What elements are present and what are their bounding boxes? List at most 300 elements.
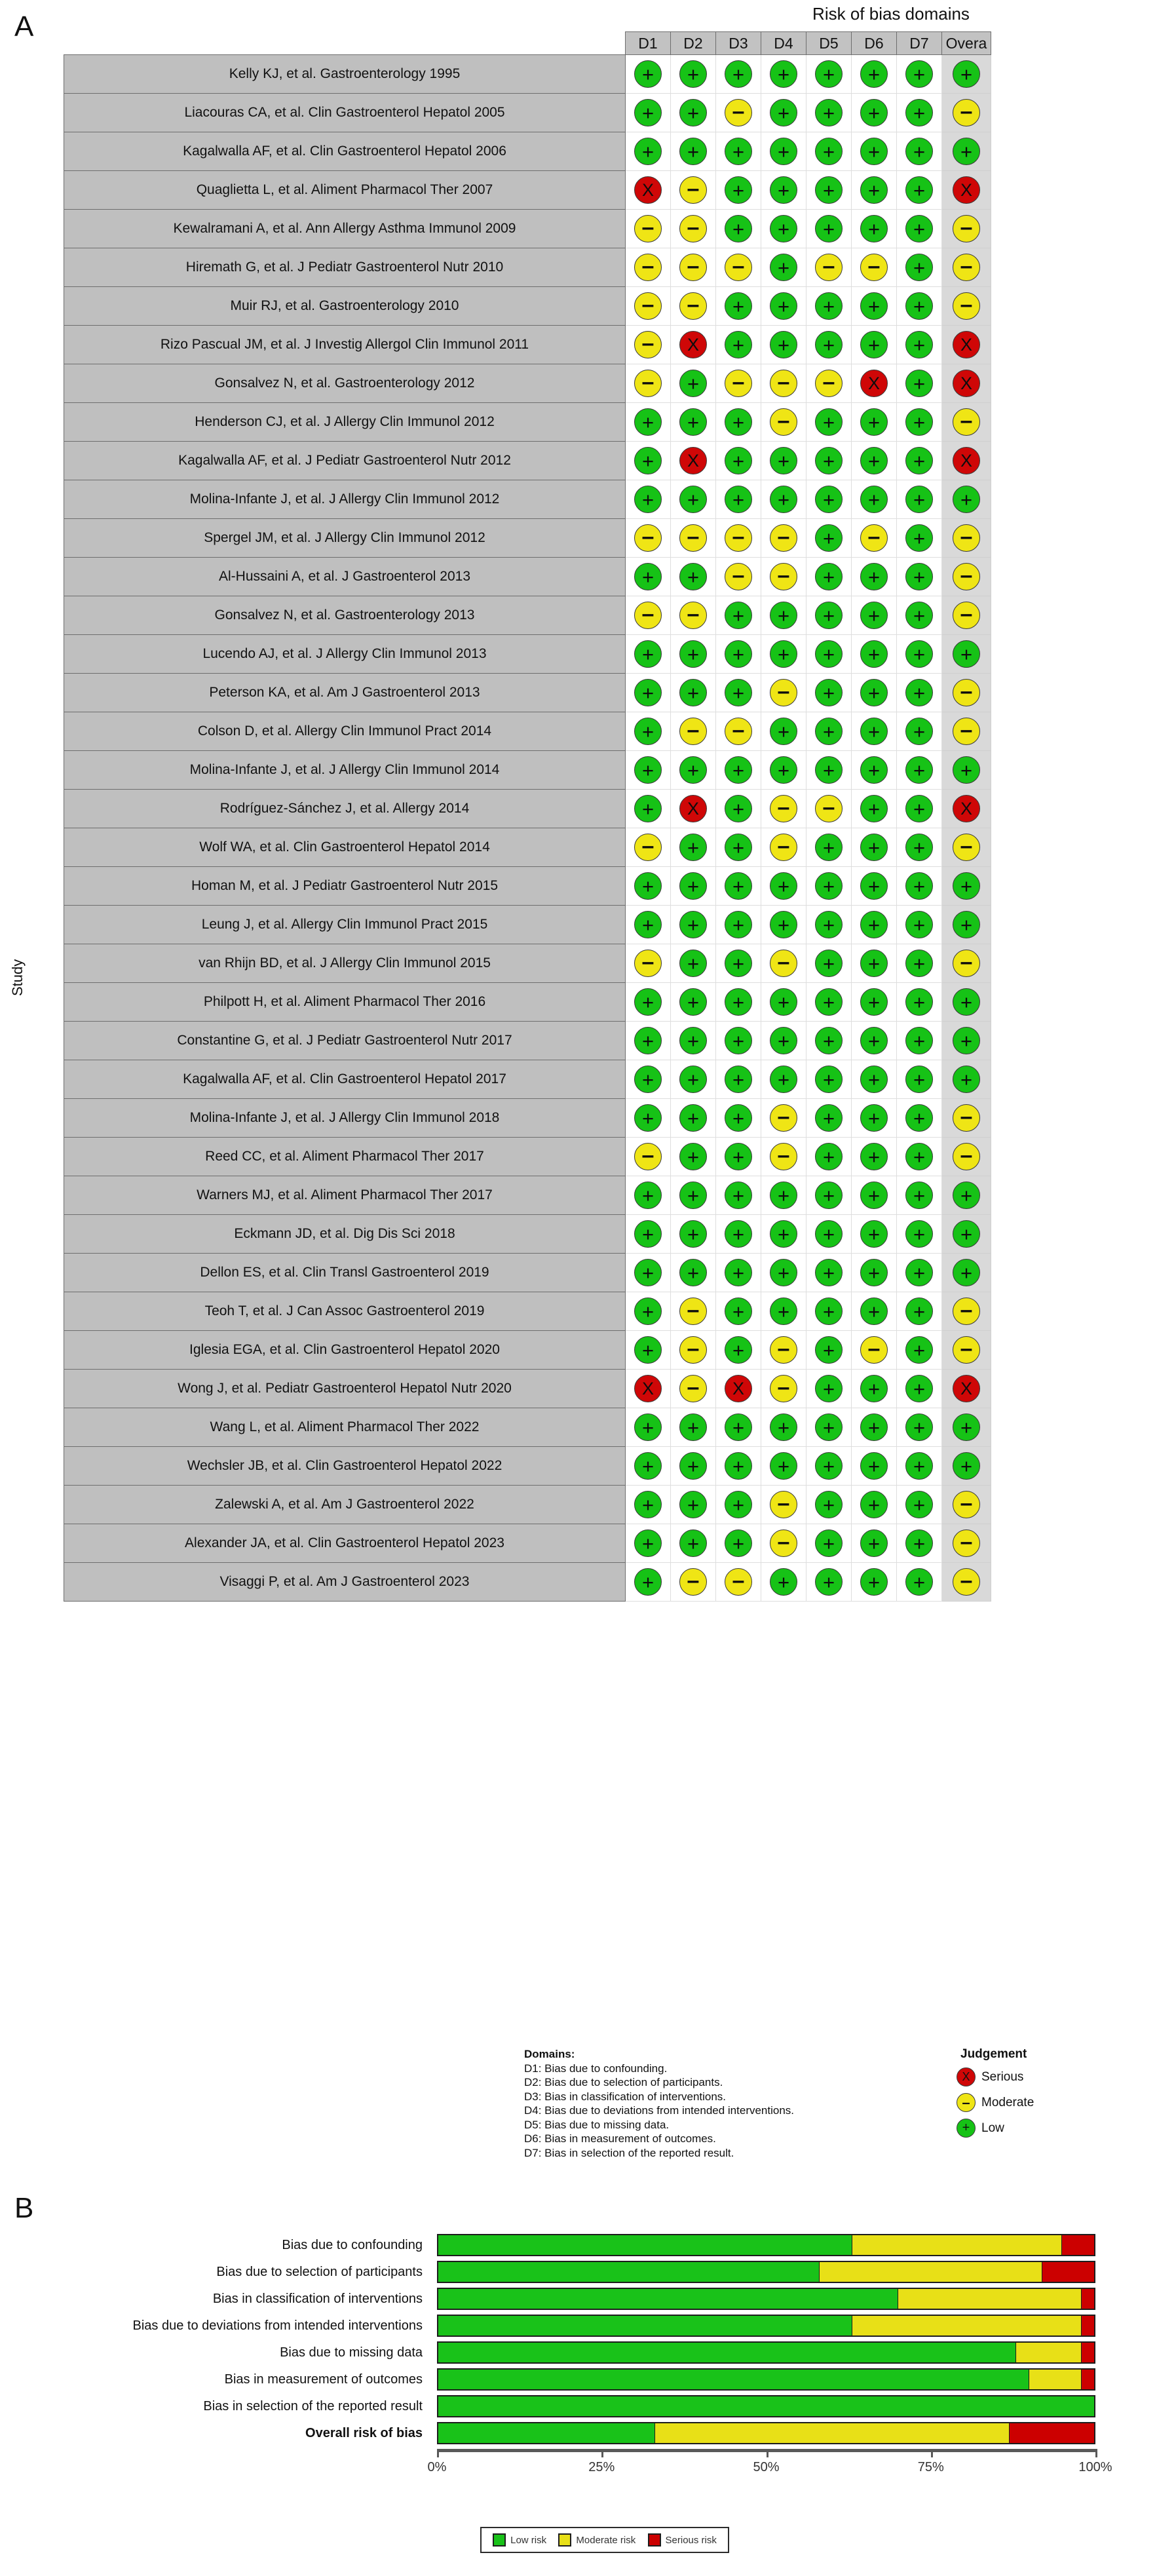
judgement-cell-d6[interactable] (852, 983, 897, 1022)
judgement-cell-overall[interactable] (942, 94, 991, 132)
judgement-cell-overall[interactable] (942, 1331, 991, 1370)
judgement-cell-d2[interactable] (671, 558, 716, 596)
judgement-cell-d3[interactable] (716, 364, 761, 403)
judgement-cell-d7[interactable] (897, 1138, 942, 1176)
judgement-cell-d2[interactable] (671, 248, 716, 287)
judgement-cell-overall[interactable] (942, 906, 991, 944)
judgement-cell-d1[interactable] (626, 364, 671, 403)
judgement-cell-d7[interactable] (897, 480, 942, 519)
judgement-cell-d6[interactable] (852, 1524, 897, 1563)
judgement-cell-d2[interactable] (671, 403, 716, 442)
judgement-cell-d6[interactable] (852, 944, 897, 983)
judgement-cell-d1[interactable] (626, 558, 671, 596)
judgement-cell-d6[interactable] (852, 1447, 897, 1486)
judgement-cell-d7[interactable] (897, 906, 942, 944)
judgement-cell-d6[interactable] (852, 867, 897, 906)
judgement-cell-d2[interactable] (671, 1099, 716, 1138)
judgement-cell-d2[interactable] (671, 1524, 716, 1563)
judgement-cell-d2[interactable] (671, 1292, 716, 1331)
judgement-cell-d1[interactable] (626, 1331, 671, 1370)
judgement-cell-d6[interactable] (852, 558, 897, 596)
judgement-cell-d2[interactable] (671, 519, 716, 558)
judgement-cell-overall[interactable] (942, 596, 991, 635)
judgement-cell-d5[interactable] (806, 480, 852, 519)
judgement-cell-d1[interactable] (626, 867, 671, 906)
judgement-cell-d6[interactable] (852, 712, 897, 751)
judgement-cell-d2[interactable] (671, 596, 716, 635)
judgement-cell-d4[interactable] (761, 94, 806, 132)
judgement-cell-d1[interactable] (626, 287, 671, 326)
judgement-cell-d2[interactable] (671, 132, 716, 171)
judgement-cell-d6[interactable] (852, 1408, 897, 1447)
judgement-cell-d2[interactable] (671, 712, 716, 751)
judgement-cell-d5[interactable] (806, 751, 852, 790)
judgement-cell-d7[interactable] (897, 790, 942, 828)
judgement-cell-d1[interactable] (626, 983, 671, 1022)
judgement-cell-d3[interactable] (716, 1099, 761, 1138)
judgement-cell-d2[interactable] (671, 55, 716, 94)
judgement-cell-d6[interactable] (852, 171, 897, 210)
judgement-cell-d3[interactable] (716, 1022, 761, 1060)
judgement-cell-d1[interactable] (626, 210, 671, 248)
judgement-cell-d7[interactable] (897, 94, 942, 132)
judgement-cell-d6[interactable] (852, 790, 897, 828)
judgement-cell-d6[interactable] (852, 1292, 897, 1331)
judgement-cell-d1[interactable] (626, 55, 671, 94)
judgement-cell-d1[interactable] (626, 1215, 671, 1254)
judgement-cell-overall[interactable] (942, 1408, 991, 1447)
judgement-cell-d3[interactable] (716, 1060, 761, 1099)
judgement-cell-d5[interactable] (806, 944, 852, 983)
judgement-cell-d2[interactable] (671, 983, 716, 1022)
judgement-cell-overall[interactable] (942, 326, 991, 364)
judgement-cell-d3[interactable] (716, 210, 761, 248)
judgement-cell-d4[interactable] (761, 364, 806, 403)
judgement-cell-d1[interactable] (626, 326, 671, 364)
judgement-cell-d2[interactable] (671, 635, 716, 674)
judgement-cell-d5[interactable] (806, 1215, 852, 1254)
judgement-cell-d1[interactable] (626, 596, 671, 635)
judgement-cell-d6[interactable] (852, 1563, 897, 1602)
judgement-cell-d7[interactable] (897, 1022, 942, 1060)
judgement-cell-d3[interactable] (716, 442, 761, 480)
judgement-cell-d2[interactable] (671, 94, 716, 132)
judgement-cell-overall[interactable] (942, 248, 991, 287)
judgement-cell-d6[interactable] (852, 1370, 897, 1408)
judgement-cell-d6[interactable] (852, 403, 897, 442)
judgement-cell-d7[interactable] (897, 1563, 942, 1602)
judgement-cell-d7[interactable] (897, 1292, 942, 1331)
judgement-cell-d6[interactable] (852, 596, 897, 635)
judgement-cell-d2[interactable] (671, 1176, 716, 1215)
judgement-cell-d7[interactable] (897, 1099, 942, 1138)
judgement-cell-d6[interactable] (852, 210, 897, 248)
judgement-cell-d7[interactable] (897, 596, 942, 635)
judgement-cell-d3[interactable] (716, 326, 761, 364)
judgement-cell-overall[interactable] (942, 1099, 991, 1138)
judgement-cell-overall[interactable] (942, 1563, 991, 1602)
judgement-cell-d2[interactable] (671, 906, 716, 944)
judgement-cell-d4[interactable] (761, 1138, 806, 1176)
judgement-cell-overall[interactable] (942, 1215, 991, 1254)
judgement-cell-d4[interactable] (761, 867, 806, 906)
judgement-cell-d4[interactable] (761, 55, 806, 94)
judgement-cell-d7[interactable] (897, 558, 942, 596)
stacked-bar[interactable] (437, 2341, 1095, 2364)
judgement-cell-d1[interactable] (626, 403, 671, 442)
judgement-cell-d3[interactable] (716, 1254, 761, 1292)
judgement-cell-d6[interactable] (852, 1486, 897, 1524)
judgement-cell-d7[interactable] (897, 1060, 942, 1099)
judgement-cell-overall[interactable] (942, 364, 991, 403)
judgement-cell-d3[interactable] (716, 171, 761, 210)
judgement-cell-d5[interactable] (806, 1138, 852, 1176)
judgement-cell-d6[interactable] (852, 248, 897, 287)
judgement-cell-overall[interactable] (942, 403, 991, 442)
judgement-cell-d2[interactable] (671, 790, 716, 828)
judgement-cell-d4[interactable] (761, 1563, 806, 1602)
judgement-cell-overall[interactable] (942, 1254, 991, 1292)
judgement-cell-d6[interactable] (852, 364, 897, 403)
judgement-cell-d6[interactable] (852, 1022, 897, 1060)
judgement-cell-d5[interactable] (806, 558, 852, 596)
judgement-cell-d6[interactable] (852, 55, 897, 94)
judgement-cell-d5[interactable] (806, 1408, 852, 1447)
judgement-cell-d6[interactable] (852, 1138, 897, 1176)
judgement-cell-d7[interactable] (897, 210, 942, 248)
judgement-cell-d3[interactable] (716, 403, 761, 442)
judgement-cell-d5[interactable] (806, 1022, 852, 1060)
judgement-cell-d1[interactable] (626, 171, 671, 210)
judgement-cell-d2[interactable] (671, 287, 716, 326)
judgement-cell-d1[interactable] (626, 1486, 671, 1524)
judgement-cell-d7[interactable] (897, 751, 942, 790)
judgement-cell-d1[interactable] (626, 1060, 671, 1099)
judgement-cell-d3[interactable] (716, 132, 761, 171)
judgement-cell-d4[interactable] (761, 1447, 806, 1486)
judgement-cell-d2[interactable] (671, 1486, 716, 1524)
judgement-cell-d6[interactable] (852, 480, 897, 519)
judgement-cell-d7[interactable] (897, 1408, 942, 1447)
judgement-cell-d3[interactable] (716, 906, 761, 944)
judgement-cell-d6[interactable] (852, 1254, 897, 1292)
judgement-cell-d5[interactable] (806, 828, 852, 867)
judgement-cell-d1[interactable] (626, 1447, 671, 1486)
judgement-cell-d4[interactable] (761, 906, 806, 944)
judgement-cell-overall[interactable] (942, 171, 991, 210)
judgement-cell-d3[interactable] (716, 828, 761, 867)
judgement-cell-d1[interactable] (626, 442, 671, 480)
judgement-cell-d5[interactable] (806, 1447, 852, 1486)
judgement-cell-d6[interactable] (852, 442, 897, 480)
judgement-cell-d4[interactable] (761, 1022, 806, 1060)
judgement-cell-overall[interactable] (942, 1524, 991, 1563)
judgement-cell-d3[interactable] (716, 635, 761, 674)
judgement-cell-d1[interactable] (626, 1022, 671, 1060)
judgement-cell-d5[interactable] (806, 596, 852, 635)
judgement-cell-d2[interactable] (671, 480, 716, 519)
judgement-cell-d1[interactable] (626, 828, 671, 867)
judgement-cell-d5[interactable] (806, 442, 852, 480)
judgement-cell-d7[interactable] (897, 1486, 942, 1524)
judgement-cell-overall[interactable] (942, 1370, 991, 1408)
judgement-cell-d5[interactable] (806, 519, 852, 558)
judgement-cell-d5[interactable] (806, 210, 852, 248)
stacked-bar[interactable] (437, 2261, 1095, 2283)
judgement-cell-d7[interactable] (897, 55, 942, 94)
judgement-cell-d1[interactable] (626, 1408, 671, 1447)
judgement-cell-d7[interactable] (897, 1370, 942, 1408)
judgement-cell-d4[interactable] (761, 1060, 806, 1099)
judgement-cell-d4[interactable] (761, 171, 806, 210)
judgement-cell-d1[interactable] (626, 1292, 671, 1331)
judgement-cell-d7[interactable] (897, 1254, 942, 1292)
judgement-cell-d2[interactable] (671, 364, 716, 403)
judgement-cell-d5[interactable] (806, 1563, 852, 1602)
stacked-bar[interactable] (437, 2395, 1095, 2417)
judgement-cell-d4[interactable] (761, 480, 806, 519)
judgement-cell-d3[interactable] (716, 94, 761, 132)
judgement-cell-overall[interactable] (942, 519, 991, 558)
judgement-cell-d3[interactable] (716, 558, 761, 596)
judgement-cell-d1[interactable] (626, 906, 671, 944)
judgement-cell-d4[interactable] (761, 635, 806, 674)
judgement-cell-d2[interactable] (671, 1370, 716, 1408)
judgement-cell-d5[interactable] (806, 983, 852, 1022)
judgement-cell-d3[interactable] (716, 1563, 761, 1602)
judgement-cell-d3[interactable] (716, 1176, 761, 1215)
judgement-cell-overall[interactable] (942, 635, 991, 674)
judgement-cell-d1[interactable] (626, 480, 671, 519)
judgement-cell-d1[interactable] (626, 635, 671, 674)
judgement-cell-overall[interactable] (942, 442, 991, 480)
judgement-cell-d7[interactable] (897, 519, 942, 558)
judgement-cell-overall[interactable] (942, 1138, 991, 1176)
judgement-cell-d6[interactable] (852, 906, 897, 944)
judgement-cell-d5[interactable] (806, 94, 852, 132)
judgement-cell-d5[interactable] (806, 403, 852, 442)
judgement-cell-d3[interactable] (716, 1408, 761, 1447)
judgement-cell-d3[interactable] (716, 287, 761, 326)
judgement-cell-d7[interactable] (897, 635, 942, 674)
judgement-cell-d3[interactable] (716, 1370, 761, 1408)
judgement-cell-d7[interactable] (897, 326, 942, 364)
judgement-cell-d1[interactable] (626, 674, 671, 712)
judgement-cell-d4[interactable] (761, 1370, 806, 1408)
judgement-cell-overall[interactable] (942, 1447, 991, 1486)
judgement-cell-d2[interactable] (671, 1022, 716, 1060)
judgement-cell-d2[interactable] (671, 828, 716, 867)
stacked-bar[interactable] (437, 2368, 1095, 2391)
judgement-cell-d7[interactable] (897, 867, 942, 906)
judgement-cell-overall[interactable] (942, 287, 991, 326)
stacked-bar[interactable] (437, 2288, 1095, 2310)
judgement-cell-d3[interactable] (716, 55, 761, 94)
judgement-cell-d4[interactable] (761, 983, 806, 1022)
judgement-cell-d5[interactable] (806, 1060, 852, 1099)
judgement-cell-d4[interactable] (761, 1331, 806, 1370)
judgement-cell-d6[interactable] (852, 1215, 897, 1254)
judgement-cell-overall[interactable] (942, 983, 991, 1022)
judgement-cell-d4[interactable] (761, 1408, 806, 1447)
judgement-cell-d2[interactable] (671, 442, 716, 480)
judgement-cell-d7[interactable] (897, 403, 942, 442)
judgement-cell-overall[interactable] (942, 674, 991, 712)
judgement-cell-d2[interactable] (671, 1331, 716, 1370)
judgement-cell-d4[interactable] (761, 828, 806, 867)
judgement-cell-d4[interactable] (761, 1524, 806, 1563)
judgement-cell-d7[interactable] (897, 828, 942, 867)
judgement-cell-d1[interactable] (626, 1138, 671, 1176)
judgement-cell-d3[interactable] (716, 1331, 761, 1370)
judgement-cell-d1[interactable] (626, 519, 671, 558)
judgement-cell-d7[interactable] (897, 1524, 942, 1563)
judgement-cell-d6[interactable] (852, 132, 897, 171)
judgement-cell-d6[interactable] (852, 326, 897, 364)
judgement-cell-d5[interactable] (806, 712, 852, 751)
judgement-cell-overall[interactable] (942, 944, 991, 983)
judgement-cell-d3[interactable] (716, 1447, 761, 1486)
judgement-cell-d2[interactable] (671, 1138, 716, 1176)
judgement-cell-d5[interactable] (806, 1099, 852, 1138)
judgement-cell-d4[interactable] (761, 712, 806, 751)
judgement-cell-d7[interactable] (897, 364, 942, 403)
judgement-cell-d5[interactable] (806, 674, 852, 712)
judgement-cell-d4[interactable] (761, 403, 806, 442)
judgement-cell-d2[interactable] (671, 1563, 716, 1602)
judgement-cell-d5[interactable] (806, 790, 852, 828)
judgement-cell-d5[interactable] (806, 867, 852, 906)
judgement-cell-d2[interactable] (671, 326, 716, 364)
judgement-cell-d2[interactable] (671, 171, 716, 210)
judgement-cell-d3[interactable] (716, 519, 761, 558)
judgement-cell-d7[interactable] (897, 1331, 942, 1370)
judgement-cell-d4[interactable] (761, 1215, 806, 1254)
judgement-cell-d2[interactable] (671, 944, 716, 983)
judgement-cell-d5[interactable] (806, 906, 852, 944)
judgement-cell-d2[interactable] (671, 1447, 716, 1486)
judgement-cell-d1[interactable] (626, 790, 671, 828)
judgement-cell-d4[interactable] (761, 674, 806, 712)
judgement-cell-overall[interactable] (942, 867, 991, 906)
judgement-cell-overall[interactable] (942, 1292, 991, 1331)
judgement-cell-d6[interactable] (852, 674, 897, 712)
judgement-cell-d4[interactable] (761, 442, 806, 480)
judgement-cell-d4[interactable] (761, 596, 806, 635)
judgement-cell-d1[interactable] (626, 248, 671, 287)
judgement-cell-d4[interactable] (761, 1176, 806, 1215)
judgement-cell-d7[interactable] (897, 132, 942, 171)
judgement-cell-d7[interactable] (897, 983, 942, 1022)
stacked-bar[interactable] (437, 2315, 1095, 2337)
judgement-cell-d1[interactable] (626, 132, 671, 171)
judgement-cell-d4[interactable] (761, 210, 806, 248)
judgement-cell-d7[interactable] (897, 1215, 942, 1254)
stacked-bar[interactable] (437, 2234, 1095, 2256)
judgement-cell-d6[interactable] (852, 287, 897, 326)
judgement-cell-d3[interactable] (716, 1292, 761, 1331)
judgement-cell-d4[interactable] (761, 790, 806, 828)
judgement-cell-overall[interactable] (942, 790, 991, 828)
judgement-cell-d3[interactable] (716, 751, 761, 790)
judgement-cell-d3[interactable] (716, 674, 761, 712)
judgement-cell-d3[interactable] (716, 480, 761, 519)
judgement-cell-d4[interactable] (761, 287, 806, 326)
judgement-cell-d5[interactable] (806, 132, 852, 171)
judgement-cell-d6[interactable] (852, 635, 897, 674)
judgement-cell-d4[interactable] (761, 1099, 806, 1138)
judgement-cell-d1[interactable] (626, 1176, 671, 1215)
judgement-cell-d4[interactable] (761, 1486, 806, 1524)
judgement-cell-d1[interactable] (626, 1099, 671, 1138)
judgement-cell-d6[interactable] (852, 94, 897, 132)
judgement-cell-d4[interactable] (761, 1254, 806, 1292)
judgement-cell-d5[interactable] (806, 364, 852, 403)
judgement-cell-d3[interactable] (716, 944, 761, 983)
judgement-cell-d6[interactable] (852, 1099, 897, 1138)
judgement-cell-d7[interactable] (897, 248, 942, 287)
judgement-cell-d6[interactable] (852, 1331, 897, 1370)
judgement-cell-d1[interactable] (626, 751, 671, 790)
judgement-cell-d4[interactable] (761, 326, 806, 364)
judgement-cell-d5[interactable] (806, 1486, 852, 1524)
judgement-cell-d3[interactable] (716, 248, 761, 287)
judgement-cell-overall[interactable] (942, 1022, 991, 1060)
judgement-cell-d3[interactable] (716, 1486, 761, 1524)
judgement-cell-d2[interactable] (671, 1408, 716, 1447)
judgement-cell-d5[interactable] (806, 1176, 852, 1215)
judgement-cell-overall[interactable] (942, 558, 991, 596)
judgement-cell-overall[interactable] (942, 1060, 991, 1099)
judgement-cell-d1[interactable] (626, 94, 671, 132)
judgement-cell-d3[interactable] (716, 1138, 761, 1176)
judgement-cell-d2[interactable] (671, 674, 716, 712)
judgement-cell-d5[interactable] (806, 1524, 852, 1563)
judgement-cell-d4[interactable] (761, 132, 806, 171)
judgement-cell-overall[interactable] (942, 1486, 991, 1524)
judgement-cell-d6[interactable] (852, 751, 897, 790)
judgement-cell-d5[interactable] (806, 287, 852, 326)
judgement-cell-d7[interactable] (897, 674, 942, 712)
judgement-cell-d7[interactable] (897, 944, 942, 983)
judgement-cell-d7[interactable] (897, 171, 942, 210)
judgement-cell-d4[interactable] (761, 1292, 806, 1331)
judgement-cell-d4[interactable] (761, 248, 806, 287)
judgement-cell-d3[interactable] (716, 596, 761, 635)
judgement-cell-d2[interactable] (671, 210, 716, 248)
judgement-cell-overall[interactable] (942, 828, 991, 867)
judgement-cell-d4[interactable] (761, 519, 806, 558)
judgement-cell-d4[interactable] (761, 944, 806, 983)
judgement-cell-d1[interactable] (626, 1254, 671, 1292)
judgement-cell-overall[interactable] (942, 55, 991, 94)
judgement-cell-d3[interactable] (716, 712, 761, 751)
judgement-cell-overall[interactable] (942, 712, 991, 751)
judgement-cell-d5[interactable] (806, 1254, 852, 1292)
judgement-cell-d1[interactable] (626, 712, 671, 751)
stacked-bar[interactable] (437, 2422, 1095, 2444)
judgement-cell-d3[interactable] (716, 1524, 761, 1563)
judgement-cell-d2[interactable] (671, 1254, 716, 1292)
judgement-cell-d7[interactable] (897, 442, 942, 480)
judgement-cell-overall[interactable] (942, 751, 991, 790)
judgement-cell-d5[interactable] (806, 326, 852, 364)
judgement-cell-d4[interactable] (761, 558, 806, 596)
judgement-cell-d5[interactable] (806, 248, 852, 287)
judgement-cell-d7[interactable] (897, 1447, 942, 1486)
judgement-cell-d3[interactable] (716, 1215, 761, 1254)
judgement-cell-d3[interactable] (716, 983, 761, 1022)
